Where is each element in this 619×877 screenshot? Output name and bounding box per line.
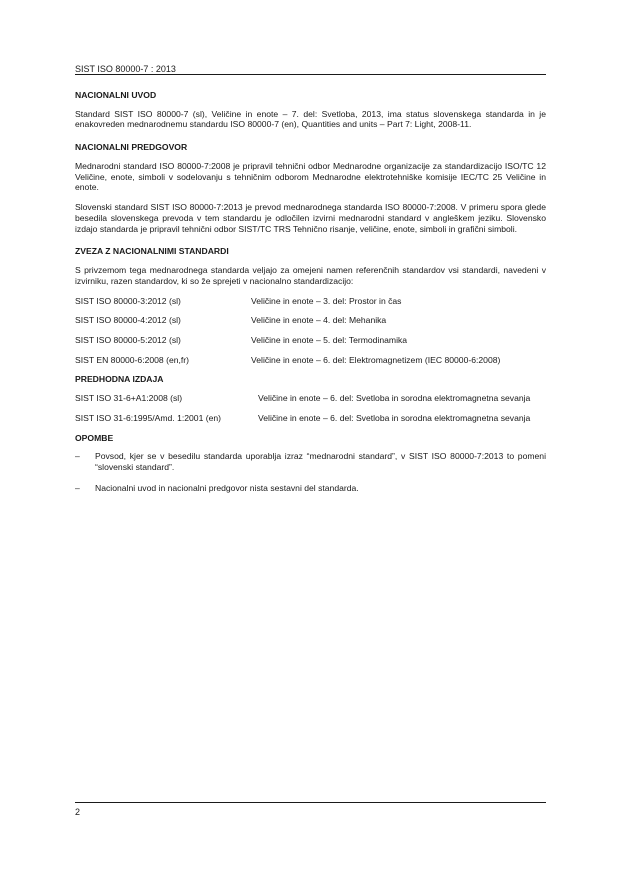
previous-edition-row (75, 413, 546, 424)
previous-edition-list (75, 393, 546, 423)
reference-row (75, 315, 546, 326)
note-dash: – (75, 482, 80, 493)
note-dash: – (75, 451, 80, 462)
uvod-paragraph: Standard SIST ISO 80000-7 (sl), Veličine in enote – 7. del: Svetloba, 2013, ima status slovenskega standarda in je enakovreden mednarodnemu standardu ISO 80000-7 (en), Quantities and units – Part 7: Light, 2008-11. (75, 108, 546, 130)
reference-code: SIST ISO 80000-4:2012 (sl) (75, 315, 181, 326)
previous-edition-row (75, 393, 546, 404)
note-text: Nacionalni uvod in nacionalni predgovor nista sestavni del standarda. (95, 482, 359, 493)
section-heading-opombe: OPOMBE (75, 432, 114, 443)
predgovor-paragraph-1: Mednarodni standard ISO 80000-7:2008 je pripravil tehnični odbor Mednarodne organizacije za standardizacijo ISO/TC 12 Veličine, enote, simboli v sodelovanju s tehničnim odborom Mednarodne elektrotehniške komisije IEC/TC 25 Veličine in enote. (75, 160, 546, 193)
reference-row (75, 296, 546, 307)
reference-list (75, 296, 546, 366)
reference-title: Veličine in enote – 6. del: Elektromagnetizem (IEC 80000-6:2008) (251, 354, 501, 365)
reference-title: Veličine in enote – 3. del: Prostor in čas (251, 295, 402, 306)
reference-code: SIST ISO 80000-3:2012 (sl) (75, 295, 181, 306)
reference-title: Veličine in enote – 5. del: Termodinamika (251, 335, 408, 346)
previous-edition-title: Veličine in enote – 6. del: Svetloba in sorodna elektromagnetna sevanja (258, 412, 531, 423)
zveza-intro: S privzemom tega mednarodnega standarda veljajo za omejeni namen referenčnih standardov vsi standardi, navedeni v izvirniku, razen standardov, ki so že sprejeti v nacionalno standardizacijo: (75, 265, 546, 286)
section-heading-predhodna: PREDHODNA IZDAJA (75, 374, 164, 385)
section-heading-zveza: ZVEZA Z NACIONALNIMI STANDARDI (75, 246, 229, 257)
reference-row (75, 355, 546, 366)
reference-title: Veličine in enote – 4. del: Mehanika (251, 315, 387, 326)
running-header: SIST ISO 80000-7 : 2013 (75, 64, 176, 74)
previous-edition-code: SIST ISO 31-6+A1:2008 (sl) (75, 393, 183, 404)
previous-edition-code: SIST ISO 31-6:1995/Amd. 1:2001 (en) (75, 412, 222, 423)
footer-divider (75, 802, 546, 803)
section-heading-uvod: NACIONALNI UVOD (75, 90, 157, 100)
reference-row (75, 335, 546, 346)
predgovor-paragraph-2: Slovenski standard SIST ISO 80000-7:2013 je prevod mednarodnega standarda ISO 80000-7:2008. V primeru spora glede besedila slovenskega prevoda v tem standardu je odločilen izvirni mednarodni standard v angleškem jeziku. Slovensko izdajo standarda je pripravil tehnični odbor SIST/TC TRS Tehnično risanje, veličine, enote, simboli in grafični simboli. (75, 202, 546, 234)
note-item (75, 451, 546, 472)
note-text: Povsod, kjer se v besedilu standarda uporablja izraz “mednarodni standard”, v SIST ISO 80000-7:2013 to pomeni “slovenski standard”. (95, 451, 546, 473)
notes-list (75, 451, 546, 493)
page-number: 2 (75, 807, 81, 817)
reference-code: SIST ISO 80000-5:2012 (sl) (75, 335, 181, 346)
reference-code: SIST EN 80000-6:2008 (en,fr) (75, 354, 190, 365)
note-item (75, 483, 546, 494)
header-divider (75, 74, 546, 75)
section-heading-predgovor: NACIONALNI PREDGOVOR (75, 142, 188, 153)
previous-edition-title: Veličine in enote – 6. del: Svetloba in sorodna elektromagnetna sevanja (258, 393, 531, 404)
page-content (75, 90, 546, 504)
